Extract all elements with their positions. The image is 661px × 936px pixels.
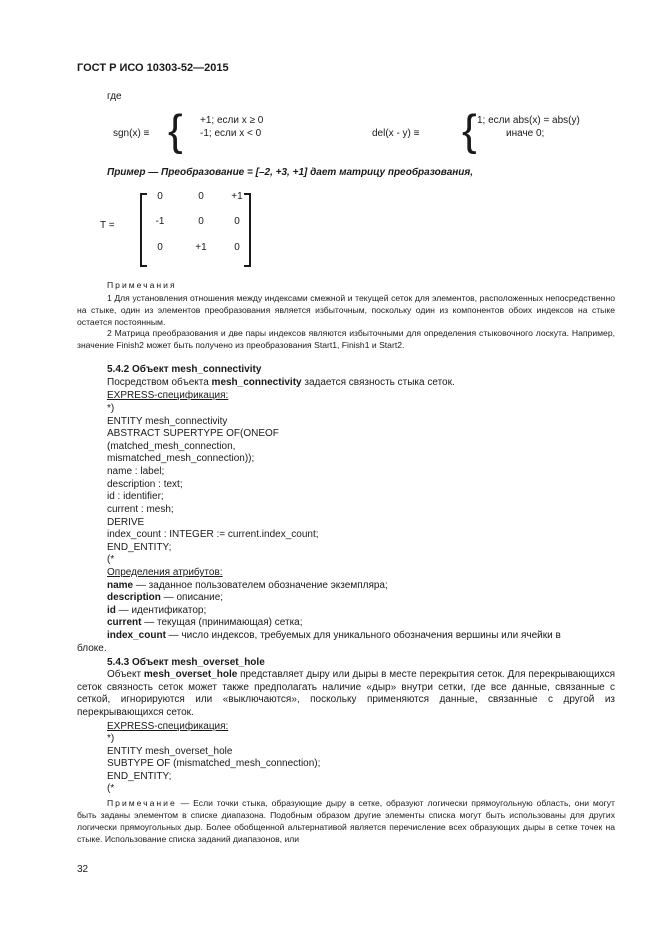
matrix-right-bracket [244,193,251,267]
section-543-paragraph: Объект mesh_overset_hole представляет дыру или дыры в месте перекрытия сеток. Для перекрывающихся сеток связность сеток может также предполагать наличие «дыр» внутри сетки, где все данные, связанные с сеткой, игнорируются или «выключаются», поскольку применяются данные, связанные с другой из перекрывающихся сеток. [77,669,615,718]
matrix-cell: -1 [155,216,165,227]
sgn-case-2: -1; если x < 0 [200,128,262,139]
code-line: name : label; [107,466,165,477]
matrix-cell: 0 [157,191,163,202]
code-line: DERIVE [107,517,145,528]
code-line: END_ENTITY; [107,771,172,782]
example-text: Пример — Преобразование = [–2, +3, +1] дает матрицу преобразования, [107,167,474,178]
sgn-lhs: sgn(x) ≡ [113,128,150,139]
code-line: current : mesh; [107,504,174,515]
code-line: SUBTYPE OF (mismatched_mesh_connection); [107,758,321,769]
code-line: ENTITY mesh_connectivity [107,416,228,427]
attr-label-542: Определения атрибутов: [107,567,223,578]
code-line: ABSTRACT SUPERTYPE OF(ONEOF [107,428,279,439]
notes-heading: Примечания [107,280,177,290]
del-case-2: иначе 0; [506,128,545,139]
matrix-cell: 0 [234,242,240,253]
matrix-left-bracket [140,193,147,267]
del-brace: { [462,106,477,155]
section-543-note: Примечание — Если точки стыка, образующие дыру в сетке, образуют логически прямоугольную область, они могут быть заданы элементом в списке диапазона. Подобным образом другие элементы списка могут быть использованы для других логически прямоугольных дыр. Более обобщенной альтернативой является перечисление всех образующих дыры в сетке точек на стыке. Использование списка заданий диапазонов, или [77,798,615,844]
matrix-cell: 0 [198,191,204,202]
attr-item: id — идентификатор; [107,605,207,616]
code-line: id : identifier; [107,491,164,502]
section-heading-542: 5.4.2 Объект mesh_connectivity [107,364,262,375]
code-line: index_count : INTEGER := current.index_count; [107,529,319,540]
code-line: description : text; [107,479,183,490]
code-line: END_ENTITY; [107,542,172,553]
matrix-cell: +1 [231,191,243,202]
code-line: (* [107,783,115,794]
note-2: 2 Матрица преобразования и две пары индексов являются избыточными для определения стыковочного лоскута. Например, значение Finish2 может быть получено из преобразования Start1, Finish1 и Start2. [77,328,615,350]
attr-item: current — текущая (принимающая) сетка; [107,617,303,628]
del-lhs: del(x - y) ≡ [372,128,420,139]
code-line: mismatched_mesh_connection)); [107,453,255,464]
page-number: 32 [77,864,89,875]
matrix-cell: 0 [234,216,240,227]
note-1: 1 Для установления отношения между индексами смежной и текущей сеток для элементов, расположенных непосредственно на стыке, один из элементов преобразования является избыточным, поскольку один из компонентов обоих индексов на стыке остается постоянным. [77,293,615,327]
attr-item: description — описание; [107,592,224,603]
section-heading-543: 5.4.3 Объект mesh_overset_hole [107,657,265,668]
code-line: ENTITY mesh_overset_hole [107,746,233,757]
code-line: (* [107,554,115,565]
sgn-brace: { [168,106,183,155]
attr-item: index_count — число индексов, требуемых для уникального обозначения вершины или ячейки в [107,630,561,641]
matrix-cell: +1 [195,242,207,253]
code-line: *) [107,733,115,744]
code-line: *) [107,403,115,414]
matrix-cell: 0 [157,242,163,253]
attr-item: name — заданное пользователем обозначение экземпляра; [107,580,388,591]
sgn-case-1: +1; если x ≥ 0 [200,115,264,126]
attr-continuation: блоке. [77,643,107,654]
where-label: где [107,91,122,102]
document-header: ГОСТ Р ИСО 10303-52—2015 [77,62,229,74]
code-line: (matched_mesh_connection, [107,441,236,452]
matrix-lhs: T = [100,220,115,231]
matrix-cell: 0 [198,216,204,227]
express-label-542: EXPRESS-спецификация: [107,390,229,401]
del-case-1: 1; если abs(x) = abs(y) [477,115,580,126]
express-label-543: EXPRESS-спецификация: [107,721,229,732]
section-542-intro: Посредством объекта mesh_connectivity задается связность стыка сеток. [107,377,455,388]
